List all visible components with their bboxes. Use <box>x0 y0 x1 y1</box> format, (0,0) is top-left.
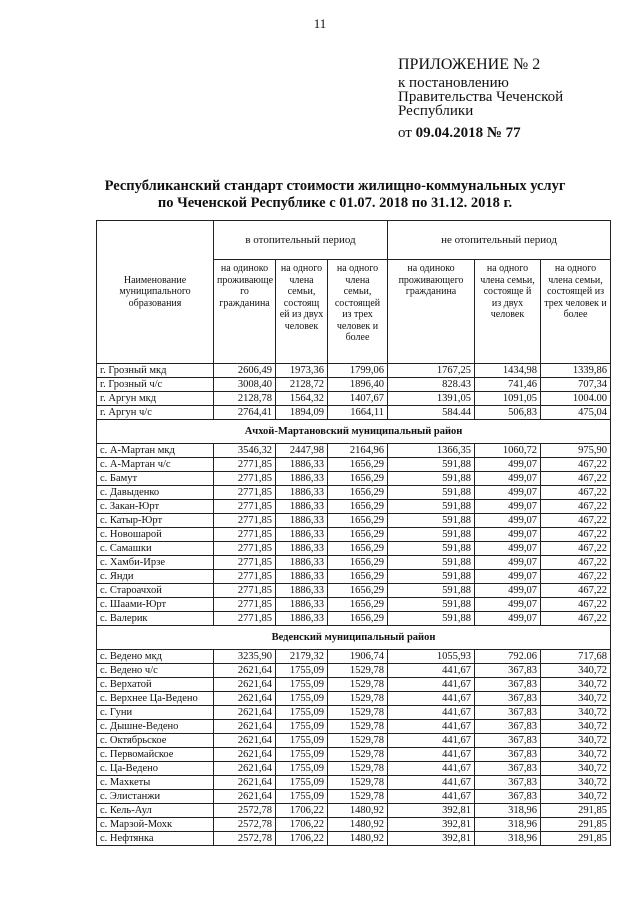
municipality-name-cell: с. Октябрьское <box>97 734 214 748</box>
table-row <box>97 790 611 804</box>
rate-value-cell: 1529,78 <box>328 678 388 692</box>
rate-value-cell: 367,83 <box>475 664 541 678</box>
rate-value-cell: 367,83 <box>475 678 541 692</box>
rate-value-cell: 441,67 <box>388 664 475 678</box>
rate-value-cell: 1529,78 <box>328 762 388 776</box>
rate-value-cell: 1656,29 <box>328 570 388 584</box>
rate-value-cell: 1366,35 <box>388 444 475 458</box>
rate-value-cell: 499,07 <box>475 598 541 612</box>
rate-value-cell: 2164,96 <box>328 444 388 458</box>
appendix-line: Правительства Чеченской <box>398 89 564 105</box>
rate-value-cell: 506,83 <box>475 406 541 420</box>
rate-value-cell: 467,22 <box>541 472 611 486</box>
rate-value-cell: 1407,67 <box>328 392 388 406</box>
rate-value-cell: 392,81 <box>388 832 475 846</box>
rate-value-cell: 1706,22 <box>276 832 328 846</box>
rate-value-cell: 1656,29 <box>328 598 388 612</box>
table-row <box>97 692 611 706</box>
rate-value-cell: 441,67 <box>388 762 475 776</box>
rate-value-cell: 1529,78 <box>328 706 388 720</box>
rate-value-cell: 975,90 <box>541 444 611 458</box>
table-row <box>97 392 611 406</box>
municipality-name-cell: с. Марзой-Мохк <box>97 818 214 832</box>
rate-value-cell: 1755,09 <box>276 762 328 776</box>
appendix-line: к постановлению <box>398 75 509 91</box>
rate-value-cell: 1656,29 <box>328 486 388 500</box>
municipality-name-cell: с. Гуни <box>97 706 214 720</box>
rate-value-cell: 2621,64 <box>214 776 276 790</box>
section-title: Ачхой-Мартановский муниципальный район <box>97 420 611 444</box>
municipality-name-cell: г. Аргун мкд <box>97 392 214 406</box>
table-row <box>97 472 611 486</box>
rate-value-cell: 367,83 <box>475 748 541 762</box>
rates-table <box>96 220 611 846</box>
rate-value-cell: 499,07 <box>475 612 541 626</box>
table-row <box>97 486 611 500</box>
rate-value-cell: 2606,49 <box>214 364 276 378</box>
municipality-name-cell: с. Первомайское <box>97 748 214 762</box>
rate-value-cell: 2572,78 <box>214 804 276 818</box>
rate-value-cell: 340,72 <box>541 776 611 790</box>
rate-value-cell: 2621,64 <box>214 762 276 776</box>
table-row <box>97 650 611 664</box>
rate-value-cell: 2764,41 <box>214 406 276 420</box>
rate-value-cell: 367,83 <box>475 790 541 804</box>
rate-value-cell: 1886,33 <box>276 458 328 472</box>
rate-value-cell: 1529,78 <box>328 790 388 804</box>
rate-value-cell: 441,67 <box>388 720 475 734</box>
rate-value-cell: 340,72 <box>541 664 611 678</box>
document-title-line: по Чеченской Республике с 01.07. 2018 по 31.12. 2018 г. <box>157 195 513 211</box>
rate-value-cell: 2621,64 <box>214 706 276 720</box>
rate-value-cell: 2128,72 <box>276 378 328 392</box>
column-header: на одиноко проживающего гражданина <box>388 260 475 364</box>
rate-value-cell: 2771,85 <box>214 514 276 528</box>
rate-value-cell: 1886,33 <box>276 486 328 500</box>
municipality-name-cell: с. Самашки <box>97 542 214 556</box>
table-row <box>97 832 611 846</box>
rate-value-cell: 591,88 <box>388 472 475 486</box>
table-row <box>97 570 611 584</box>
table-row <box>97 678 611 692</box>
rate-value-cell: 441,67 <box>388 790 475 804</box>
rate-value-cell: 1529,78 <box>328 664 388 678</box>
appendix-block <box>398 58 563 140</box>
rate-value-cell: 591,88 <box>388 486 475 500</box>
rate-value-cell: 467,22 <box>541 458 611 472</box>
rate-value-cell: 441,67 <box>388 748 475 762</box>
rate-value-cell: 1973,36 <box>276 364 328 378</box>
rate-value-cell: 2621,64 <box>214 790 276 804</box>
rate-value-cell: 499,07 <box>475 458 541 472</box>
table-row <box>97 720 611 734</box>
appendix-date <box>398 126 563 140</box>
rate-value-cell: 1564,32 <box>276 392 328 406</box>
rate-value-cell: 1755,09 <box>276 664 328 678</box>
municipality-name-cell: с. Ца-Ведено <box>97 762 214 776</box>
rate-value-cell: 1480,92 <box>328 832 388 846</box>
rate-value-cell: 792.06 <box>475 650 541 664</box>
rate-value-cell: 1656,29 <box>328 514 388 528</box>
rate-value-cell: 1529,78 <box>328 720 388 734</box>
rate-value-cell: 318,96 <box>475 832 541 846</box>
section-header-row <box>97 420 611 444</box>
date-number: 09.04.2018 № 77 <box>415 125 521 141</box>
municipality-name-cell: с. Верхнее Ца-Ведено <box>97 692 214 706</box>
rate-value-cell: 291,85 <box>541 818 611 832</box>
municipality-name-cell: с. Дышне-Ведено <box>97 720 214 734</box>
rate-value-cell: 741,46 <box>475 378 541 392</box>
rate-value-cell: 1886,33 <box>276 598 328 612</box>
rate-value-cell: 2621,64 <box>214 748 276 762</box>
rate-value-cell: 467,22 <box>541 598 611 612</box>
column-header: на одиноко проживающе го гражданина <box>214 260 276 364</box>
rate-value-cell: 1896,40 <box>328 378 388 392</box>
table-row <box>97 542 611 556</box>
rate-value-cell: 2621,64 <box>214 720 276 734</box>
rate-value-cell: 499,07 <box>475 542 541 556</box>
document-title <box>95 178 575 212</box>
rate-value-cell: 1706,22 <box>276 818 328 832</box>
rate-value-cell: 441,67 <box>388 692 475 706</box>
rate-value-cell: 367,83 <box>475 720 541 734</box>
rate-value-cell: 1755,09 <box>276 748 328 762</box>
rate-value-cell: 367,83 <box>475 692 541 706</box>
municipality-name-cell: с. Закан-Юрт <box>97 500 214 514</box>
rate-value-cell: 2572,78 <box>214 818 276 832</box>
municipality-name-cell: с. Ведено мкд <box>97 650 214 664</box>
municipality-name-cell: с. Новошарой <box>97 528 214 542</box>
rate-value-cell: 499,07 <box>475 528 541 542</box>
rate-value-cell: 367,83 <box>475 734 541 748</box>
rate-value-cell: 1529,78 <box>328 692 388 706</box>
date-prefix: от <box>398 125 412 141</box>
rate-value-cell: 2621,64 <box>214 734 276 748</box>
rate-value-cell: 1529,78 <box>328 776 388 790</box>
rate-value-cell: 2771,85 <box>214 598 276 612</box>
rate-value-cell: 499,07 <box>475 570 541 584</box>
rate-value-cell: 2771,85 <box>214 458 276 472</box>
appendix-line: Республики <box>398 103 474 119</box>
rate-value-cell: 2771,85 <box>214 612 276 626</box>
rate-value-cell: 591,88 <box>388 612 475 626</box>
rate-value-cell: 475,04 <box>541 406 611 420</box>
table-row <box>97 612 611 626</box>
table-row <box>97 378 611 392</box>
rate-value-cell: 367,83 <box>475 706 541 720</box>
rate-value-cell: 340,72 <box>541 692 611 706</box>
rate-value-cell: 1755,09 <box>276 720 328 734</box>
rate-value-cell: 1656,29 <box>328 612 388 626</box>
rate-value-cell: 1480,92 <box>328 818 388 832</box>
municipality-name-cell: с. Давыденко <box>97 486 214 500</box>
rate-value-cell: 1755,09 <box>276 790 328 804</box>
table-row <box>97 734 611 748</box>
rate-value-cell: 828.43 <box>388 378 475 392</box>
rate-value-cell: 467,22 <box>541 486 611 500</box>
rate-value-cell: 591,88 <box>388 514 475 528</box>
rate-value-cell: 707,34 <box>541 378 611 392</box>
rate-value-cell: 2621,64 <box>214 678 276 692</box>
rate-value-cell: 1656,29 <box>328 472 388 486</box>
municipality-name-cell: с. Хамби-Ирзе <box>97 556 214 570</box>
municipality-name-cell: с. Элистанжи <box>97 790 214 804</box>
rate-value-cell: 1755,09 <box>276 734 328 748</box>
rate-value-cell: 591,88 <box>388 570 475 584</box>
rate-value-cell: 340,72 <box>541 678 611 692</box>
municipality-name-cell: с. Верхатой <box>97 678 214 692</box>
rate-value-cell: 591,88 <box>388 598 475 612</box>
table-row <box>97 748 611 762</box>
rate-value-cell: 1886,33 <box>276 528 328 542</box>
rate-value-cell: 1656,29 <box>328 556 388 570</box>
rate-value-cell: 2771,85 <box>214 500 276 514</box>
rate-value-cell: 717,68 <box>541 650 611 664</box>
table-row <box>97 762 611 776</box>
municipality-name-cell: с. А-Мартан мкд <box>97 444 214 458</box>
rate-value-cell: 591,88 <box>388 542 475 556</box>
rate-value-cell: 441,67 <box>388 776 475 790</box>
rate-value-cell: 340,72 <box>541 706 611 720</box>
rate-value-cell: 467,22 <box>541 584 611 598</box>
page-number: 11 <box>313 16 327 31</box>
municipality-name-cell: с. Ведено ч/с <box>97 664 214 678</box>
rate-value-cell: 318,96 <box>475 818 541 832</box>
rate-value-cell: 1656,29 <box>328 542 388 556</box>
municipality-name-cell: с. Валерик <box>97 612 214 626</box>
table-row <box>97 598 611 612</box>
rate-value-cell: 1091,05 <box>475 392 541 406</box>
rate-value-cell: 340,72 <box>541 748 611 762</box>
rate-value-cell: 1906,74 <box>328 650 388 664</box>
rate-value-cell: 584.44 <box>388 406 475 420</box>
rate-value-cell: 1480,92 <box>328 804 388 818</box>
section-title: Веденский муниципальный район <box>97 626 611 650</box>
rate-value-cell: 1656,29 <box>328 584 388 598</box>
rate-value-cell: 2621,64 <box>214 664 276 678</box>
rate-value-cell: 1755,09 <box>276 678 328 692</box>
rate-value-cell: 1799,06 <box>328 364 388 378</box>
rate-value-cell: 499,07 <box>475 556 541 570</box>
rate-value-cell: 340,72 <box>541 790 611 804</box>
rate-value-cell: 3235,90 <box>214 650 276 664</box>
municipality-name-cell: г. Грозный ч/с <box>97 378 214 392</box>
table-row <box>97 584 611 598</box>
rate-value-cell: 2621,64 <box>214 692 276 706</box>
rate-value-cell: 1755,09 <box>276 776 328 790</box>
document-title-line: Республиканский стандарт стоимости жилищно-коммунальных услуг <box>104 178 566 194</box>
municipality-name-cell: г. Грозный мкд <box>97 364 214 378</box>
rate-value-cell: 591,88 <box>388 528 475 542</box>
table-row <box>97 514 611 528</box>
rate-value-cell: 467,22 <box>541 542 611 556</box>
rate-value-cell: 499,07 <box>475 514 541 528</box>
rate-value-cell: 2771,85 <box>214 570 276 584</box>
nonheating-period-header: не отопительный период <box>388 221 611 260</box>
municipality-name-cell: с. Нефтянка <box>97 832 214 846</box>
rate-value-cell: 499,07 <box>475 584 541 598</box>
rate-value-cell: 1060,72 <box>475 444 541 458</box>
rate-value-cell: 2771,85 <box>214 584 276 598</box>
rate-value-cell: 591,88 <box>388 500 475 514</box>
rate-value-cell: 467,22 <box>541 528 611 542</box>
rate-value-cell: 3546,32 <box>214 444 276 458</box>
column-header: на одного члена семьи, состоящ ей из двух человек <box>276 260 328 364</box>
rate-value-cell: 1886,33 <box>276 556 328 570</box>
table-row <box>97 818 611 832</box>
rate-value-cell: 2771,85 <box>214 472 276 486</box>
rate-value-cell: 1886,33 <box>276 472 328 486</box>
rate-value-cell: 1886,33 <box>276 514 328 528</box>
municipality-name-cell: с. Бамут <box>97 472 214 486</box>
table-row <box>97 776 611 790</box>
rate-value-cell: 318,96 <box>475 804 541 818</box>
rate-value-cell: 1529,78 <box>328 734 388 748</box>
rate-value-cell: 291,85 <box>541 804 611 818</box>
rate-value-cell: 392,81 <box>388 818 475 832</box>
municipality-name-cell: с. Катыр-Юрт <box>97 514 214 528</box>
rate-value-cell: 1004.00 <box>541 392 611 406</box>
rate-value-cell: 291,85 <box>541 832 611 846</box>
municipality-name-cell: с. Староачхой <box>97 584 214 598</box>
rate-value-cell: 1886,33 <box>276 570 328 584</box>
rate-value-cell: 340,72 <box>541 720 611 734</box>
rate-value-cell: 367,83 <box>475 762 541 776</box>
rate-value-cell: 2572,78 <box>214 832 276 846</box>
rate-value-cell: 467,22 <box>541 612 611 626</box>
rate-value-cell: 499,07 <box>475 472 541 486</box>
rate-value-cell: 441,67 <box>388 706 475 720</box>
rates-table-body <box>97 364 611 846</box>
rate-value-cell: 467,22 <box>541 556 611 570</box>
municipality-name-cell: с. Махкеты <box>97 776 214 790</box>
rate-value-cell: 340,72 <box>541 762 611 776</box>
municipality-name-cell: с. Янди <box>97 570 214 584</box>
appendix-title: ПРИЛОЖЕНИЕ № 2 <box>398 56 541 73</box>
rate-value-cell: 3008,40 <box>214 378 276 392</box>
rate-value-cell: 2179,32 <box>276 650 328 664</box>
table-row <box>97 500 611 514</box>
rate-value-cell: 1755,09 <box>276 692 328 706</box>
rate-value-cell: 467,22 <box>541 514 611 528</box>
table-row <box>97 444 611 458</box>
rate-value-cell: 441,67 <box>388 734 475 748</box>
rate-value-cell: 1055,93 <box>388 650 475 664</box>
table-row <box>97 364 611 378</box>
municipality-name-cell: с. А-Мартан ч/с <box>97 458 214 472</box>
rate-value-cell: 591,88 <box>388 458 475 472</box>
name-column-header: Наименование муниципального образования <box>97 221 214 364</box>
rate-value-cell: 467,22 <box>541 500 611 514</box>
column-header: на одного члена семьи, состояще й из двух человек <box>475 260 541 364</box>
rate-value-cell: 2771,85 <box>214 556 276 570</box>
rate-value-cell: 1755,09 <box>276 706 328 720</box>
municipality-name-cell: г. Аргун ч/с <box>97 406 214 420</box>
rate-value-cell: 591,88 <box>388 584 475 598</box>
section-header-row <box>97 626 611 650</box>
rate-value-cell: 1529,78 <box>328 748 388 762</box>
rate-value-cell: 2771,85 <box>214 528 276 542</box>
column-header: на одного члена семьи, состоящей из трех человек и более <box>541 260 611 364</box>
table-row <box>97 406 611 420</box>
rate-value-cell: 1886,33 <box>276 612 328 626</box>
rate-value-cell: 392,81 <box>388 804 475 818</box>
table-row <box>97 458 611 472</box>
municipality-name-cell: с. Кель-Аул <box>97 804 214 818</box>
rate-value-cell: 1886,33 <box>276 500 328 514</box>
rate-value-cell: 2771,85 <box>214 486 276 500</box>
rate-value-cell: 2128,78 <box>214 392 276 406</box>
rate-value-cell: 1656,29 <box>328 458 388 472</box>
rate-value-cell: 1339,86 <box>541 364 611 378</box>
rate-value-cell: 1656,29 <box>328 500 388 514</box>
rate-value-cell: 499,07 <box>475 500 541 514</box>
rate-value-cell: 499,07 <box>475 486 541 500</box>
rate-value-cell: 441,67 <box>388 678 475 692</box>
rate-value-cell: 367,83 <box>475 776 541 790</box>
rate-value-cell: 591,88 <box>388 556 475 570</box>
rate-value-cell: 1886,33 <box>276 584 328 598</box>
rate-value-cell: 1434,98 <box>475 364 541 378</box>
rate-value-cell: 1391,05 <box>388 392 475 406</box>
table-row <box>97 706 611 720</box>
rate-value-cell: 1767,25 <box>388 364 475 378</box>
rate-value-cell: 1664,11 <box>328 406 388 420</box>
table-row <box>97 528 611 542</box>
rate-value-cell: 2771,85 <box>214 542 276 556</box>
rate-value-cell: 2447,98 <box>276 444 328 458</box>
rate-value-cell: 1656,29 <box>328 528 388 542</box>
table-row <box>97 664 611 678</box>
municipality-name-cell: с. Шаами-Юрт <box>97 598 214 612</box>
rate-value-cell: 340,72 <box>541 734 611 748</box>
rate-value-cell: 1706,22 <box>276 804 328 818</box>
column-header: на одного члена семьи, состоящей из трех человек и более <box>328 260 388 364</box>
heating-period-header: в отопительный период <box>214 221 388 260</box>
rate-value-cell: 1886,33 <box>276 542 328 556</box>
rate-value-cell: 467,22 <box>541 570 611 584</box>
table-row <box>97 804 611 818</box>
table-row <box>97 556 611 570</box>
rate-value-cell: 1894,09 <box>276 406 328 420</box>
